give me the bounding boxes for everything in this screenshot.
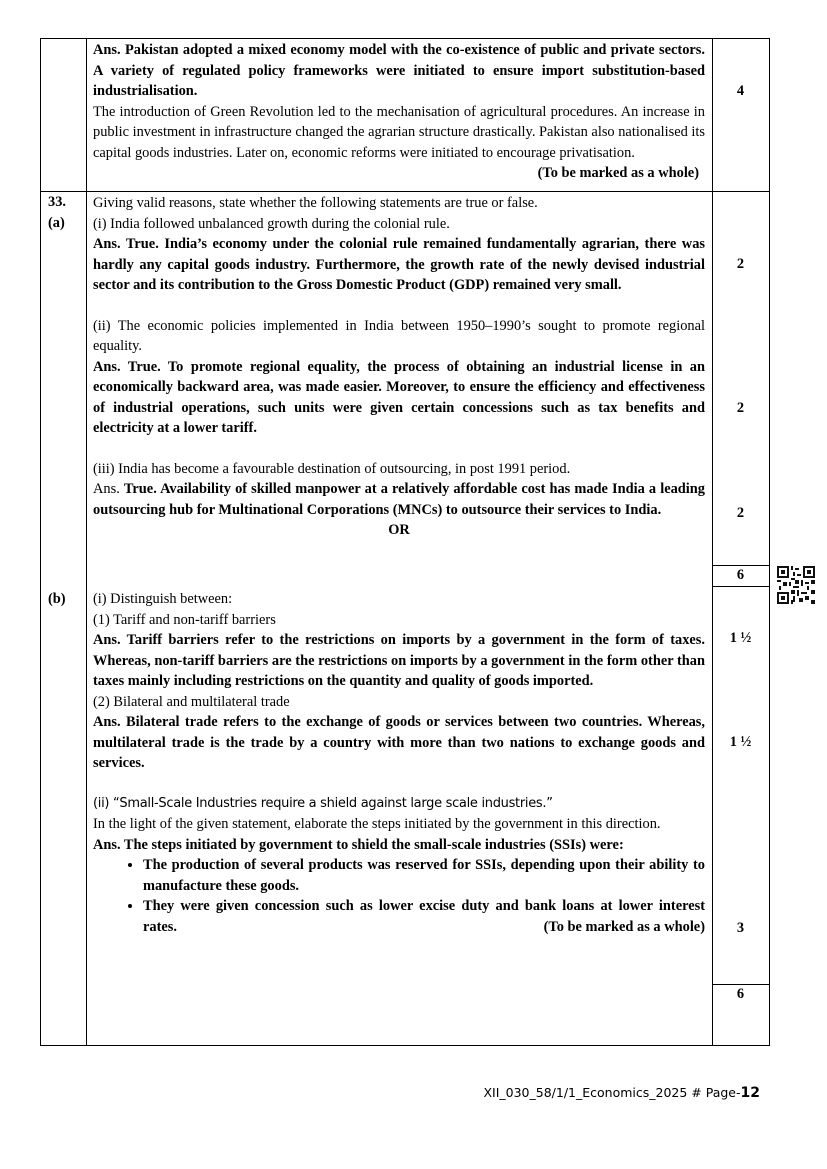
marks-divider bbox=[712, 586, 770, 587]
marks-value: 2 bbox=[736, 505, 745, 521]
marks-value: 1 ½ bbox=[729, 734, 752, 750]
part-b-label: (b) bbox=[48, 591, 66, 607]
page-footer bbox=[483, 1085, 760, 1101]
footer-code: XII_030_58/1/1_Economics_2025 # Page- bbox=[483, 1085, 741, 1100]
answer-table bbox=[40, 38, 770, 1046]
table-border-top bbox=[40, 38, 770, 39]
statement-ii: (ii) The economic policies implemented in India between 1950–1990’s sought to promote regional equality. bbox=[93, 317, 705, 354]
statement-i: (i) India followed unbalanced growth during the colonial rule. bbox=[93, 215, 450, 232]
statement-b1: (1) Tariff and non-tariff barriers bbox=[93, 611, 276, 628]
part-b-content bbox=[93, 589, 705, 937]
marks-divider bbox=[712, 565, 770, 566]
answer-prefix: Ans. bbox=[93, 481, 124, 497]
statement-iii: (iii) India has become a favourable destination of outsourcing, in post 1991 period. bbox=[93, 460, 571, 477]
table-border-left bbox=[40, 38, 41, 1046]
question-intro: Giving valid reasons, state whether the following statements are true or false. bbox=[93, 195, 538, 211]
marking-note: (To be marked as a whole) bbox=[543, 918, 705, 935]
table-border-bottom bbox=[40, 1045, 770, 1046]
marks-value: 4 bbox=[736, 83, 745, 99]
answer-iii-text: True. Availability of skilled manpower at a relatively affordable cost has made India a leading outsourcing hub for Multinational Corporations (MNCs) to outsource their services to India. bbox=[93, 481, 706, 518]
answer-ii: Ans. True. To promote regional equality, the process of obtaining an industrial license in an economically backward area, was made easier. Moreover, to ensure the efficiency and effectiveness of industrial operations, such units were given certain concessions such as tax benefits and electricity at a lower tariff. bbox=[93, 358, 705, 436]
marks-value: 2 bbox=[736, 400, 745, 416]
marks-value: 2 bbox=[736, 256, 745, 272]
statement-b2: (2) Bilateral and multilateral trade bbox=[93, 693, 290, 710]
list-item: • The production of several products was reserved for SSIs, depending upon their ability to manufacture these goods. bbox=[143, 855, 705, 896]
prev-answer-para: The introduction of Green Revolution led to the mechanisation of agricultural procedures. An increase in public investment in infrastructure changed the agrarian structure drastically. Pakistan also nationalised its capital goods industries. Later on, economic reforms were initiated to encourage privatisation. bbox=[93, 103, 705, 161]
marks-divider bbox=[712, 984, 770, 985]
marks-value: 3 bbox=[736, 920, 745, 936]
total-marks: 6 bbox=[736, 986, 745, 1002]
marking-note: (To be marked as a whole) bbox=[537, 165, 699, 181]
marks-value: 1 ½ bbox=[729, 630, 752, 646]
answer-b2: Ans. Bilateral trade refers to the exchange of goods or services between two countries. Whereas, multilateral trade is the trade by a country with more than two nations to exchange goods and services. bbox=[93, 714, 705, 771]
statement-b-ii: In the light of the given statement, elaborate the steps initiated by the government in this direction. bbox=[93, 816, 661, 832]
table-divider-marks bbox=[712, 38, 713, 1046]
part-a-content bbox=[93, 193, 705, 541]
prev-answer-para: Ans. Pakistan adopted a mixed economy model with the co-existence of public and private sectors. A variety of regulated policy frameworks were initiated to ensure import substitution-based industrialisation. bbox=[93, 42, 705, 99]
answer-b1: Ans. Tariff barriers refer to the restrictions on imports by a government in the form of taxes. Whereas, non-tariff barriers are the restrictions on imports by a government in the form other than taxes mainly including restrictions on the quantity and quality of goods imported. bbox=[93, 632, 705, 689]
list-item-text: They were given concession such as lower excise duty and bank loans at lower interest rates. bbox=[143, 898, 705, 935]
answer-iii bbox=[93, 479, 705, 520]
distinguish-intro: (i) Distinguish between: bbox=[93, 591, 233, 607]
table-border-right bbox=[769, 38, 770, 1046]
question-number: 33. bbox=[48, 194, 66, 210]
row-divider bbox=[40, 191, 770, 192]
steps-list bbox=[93, 855, 705, 937]
statement-quote: (ii) “Small-Scale Industries require a shield against large scale industries.” bbox=[93, 795, 553, 811]
total-marks: 6 bbox=[736, 567, 745, 583]
answer-i: Ans. True. India’s economy under the colonial rule remained fundamentally agrarian, there was hardly any capital goods industry. Furthermore, the growth rate of the newly devised industrial sector and its contribution to the Gross Domestic Product (GDP) remained very small. bbox=[93, 236, 705, 293]
list-item bbox=[143, 896, 705, 937]
or-separator: OR bbox=[388, 522, 410, 538]
page-number: 12 bbox=[740, 1085, 760, 1101]
qr-code-icon bbox=[777, 566, 815, 604]
part-a-label: (a) bbox=[48, 215, 65, 231]
answer-b-ii: Ans. The steps initiated by government to shield the small-scale industries (SSIs) were: bbox=[93, 836, 624, 853]
prev-answer bbox=[93, 40, 705, 184]
table-divider-qno bbox=[86, 38, 87, 1046]
